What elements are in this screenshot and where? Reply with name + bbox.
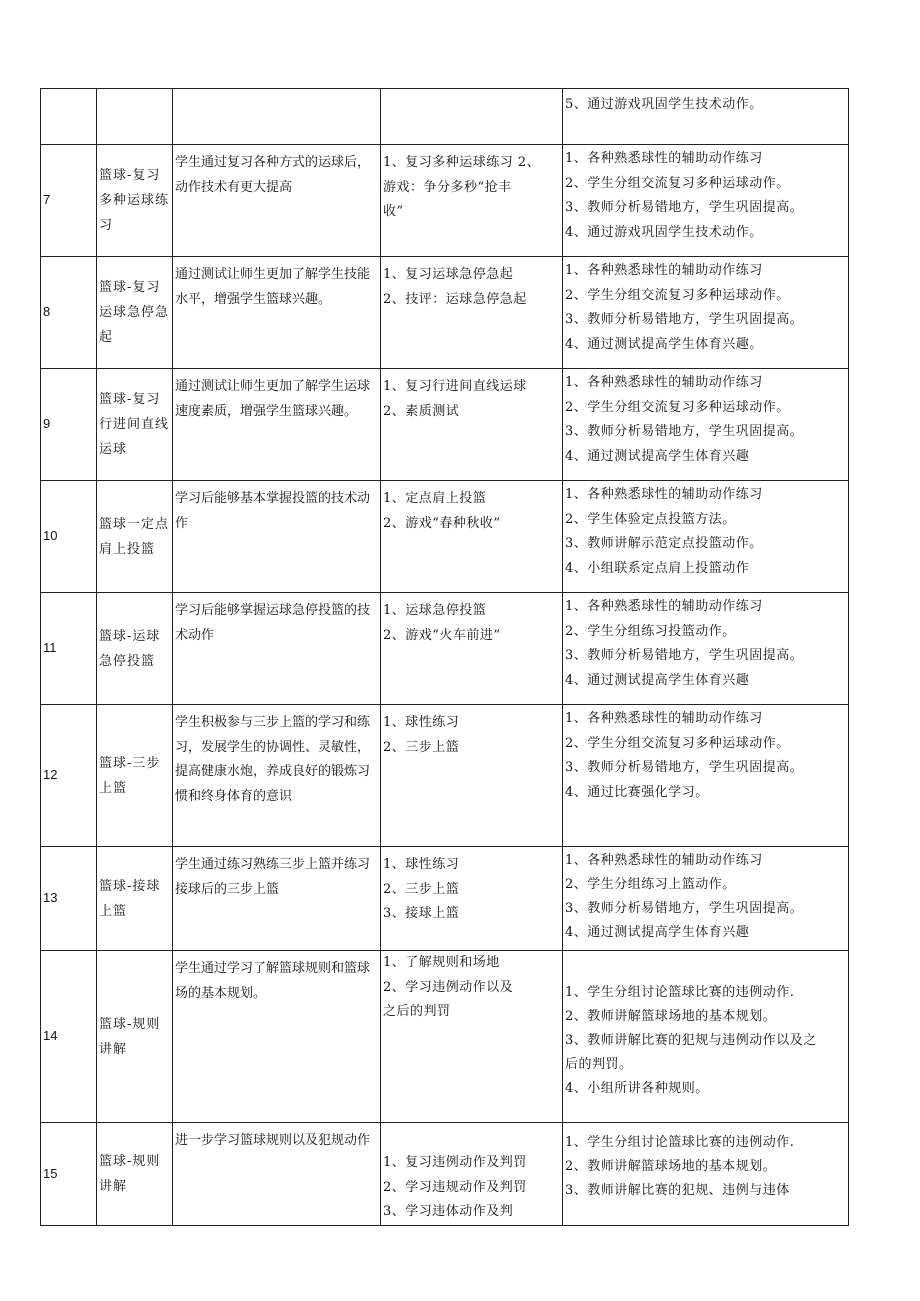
table-row	[41, 951, 849, 1123]
method-line: 4、通过测试提高学生体育兴趣	[565, 672, 750, 688]
lesson-method	[563, 705, 849, 847]
lesson-content	[381, 705, 563, 847]
method-line: 3、教师分析易错地方，学生巩固提高。	[565, 200, 804, 215]
content-line: 1、运球急停投篮	[383, 603, 487, 618]
lesson-title: 篮球-规则讲解	[99, 1016, 161, 1057]
lesson-number: 14	[41, 951, 97, 1123]
content-line: 1、复习多种运球练习 2、	[383, 155, 541, 170]
method-line: 3、教师分析易错地方，学生巩固提高。	[565, 901, 804, 916]
content-line: 2、游戏“春种秋收”	[383, 515, 501, 531]
content-line: 1、球性练习	[383, 857, 460, 872]
method-line: 2、学生体验定点投篮方法。	[565, 511, 736, 527]
method-line: 2、学生分组交流复习多种运球动作。	[565, 175, 790, 191]
content-line: 3、接球上篮	[383, 906, 460, 921]
table-row	[41, 481, 849, 593]
method-line: 2、学生分组交流复习多种运球动作。	[565, 287, 790, 303]
lesson-content	[381, 89, 563, 145]
method-line: 4、通过游戏巩固学生技术动作。	[565, 224, 763, 240]
lesson-title: 篮球-规则讲解	[99, 1154, 161, 1194]
lesson-goal: 通过测试让师生更加了解学生运球速度素质，增强学生篮球兴趣。	[175, 379, 371, 419]
table-row	[41, 257, 849, 369]
lesson-content	[381, 369, 563, 481]
content-line: 1、复习违例动作及判罚	[383, 1155, 527, 1170]
lesson-title: 篮球-复习运球急停急起	[99, 280, 170, 345]
method-line: 1、各种熟悉球性的辅助动作练习	[565, 599, 763, 614]
method-line: 4、通过测试提高学生体育兴趣	[565, 925, 750, 940]
lesson-title: 篮球-复习多种运球练习	[99, 168, 170, 233]
table-row	[41, 593, 849, 705]
method-line: 1、各种熟悉球性的辅助动作练习	[565, 263, 763, 278]
method-line: 3、教师分析易错地方，学生巩固提高。	[565, 424, 804, 439]
lesson-content	[381, 145, 563, 257]
lesson-number: 12	[41, 705, 97, 847]
lesson-method	[563, 847, 849, 951]
method-line: 1、各种熟悉球性的辅助动作练习	[565, 375, 763, 390]
lesson-content	[381, 951, 563, 1123]
table-row	[41, 369, 849, 481]
table-row	[41, 847, 849, 951]
method-line: 3、教师分析易错地方，学生巩固提高。	[565, 760, 804, 775]
content-line: 1、复习运球急停急起	[383, 267, 514, 282]
method-line: 2、学生分组练习上篮动作。	[565, 877, 736, 892]
lesson-content	[381, 847, 563, 951]
lesson-number: 8	[41, 257, 97, 369]
method-line: 1、各种熟悉球性的辅助动作练习	[565, 487, 763, 502]
table-row	[41, 1123, 849, 1226]
content-line: 2、学习违规动作及判罚	[383, 1179, 527, 1195]
lesson-number: 15	[41, 1123, 97, 1226]
content-line: 3、学习违体动作及判	[383, 1204, 514, 1219]
lesson-content	[381, 593, 563, 705]
method-line: 2、学生分组交流复习多种运球动作。	[565, 735, 790, 751]
lesson-number	[41, 89, 97, 145]
content-line: 2、素质测试	[383, 403, 460, 419]
method-line: 4、小组联系定点肩上投篮动作	[565, 560, 750, 576]
lesson-title: 篮球-运球急停投篮	[99, 628, 161, 669]
lesson-plan-table	[40, 88, 849, 1226]
lesson-method	[563, 89, 849, 145]
table-row	[41, 705, 849, 847]
content-line: 2、技评：运球急停急起	[383, 291, 527, 307]
lesson-content	[381, 1123, 563, 1226]
lesson-method	[563, 1123, 849, 1226]
method-line: 1、各种熟悉球性的辅助动作练习	[565, 853, 763, 868]
lesson-goal: 学习后能够掌握运球急停投篮的技术动作	[175, 603, 371, 643]
content-line: 2、三步上篮	[383, 881, 460, 897]
lesson-title: 篮球-接球上篮	[99, 878, 161, 919]
method-line: 1、学生分组讨论篮球比赛的违例动作.	[565, 985, 795, 1000]
lesson-method	[563, 145, 849, 257]
lesson-number: 10	[41, 481, 97, 593]
method-line: 1、各种熟悉球性的辅助动作练习	[565, 711, 763, 726]
content-line: 游戏：争分多秒“抢丰	[383, 179, 512, 195]
lesson-title: 篮球一定点肩上投篮	[99, 516, 170, 557]
table-row	[41, 145, 849, 257]
lesson-method	[563, 257, 849, 369]
lesson-number: 9	[41, 369, 97, 481]
method-line: 3、教师讲解示范定点投篮动作。	[565, 536, 763, 551]
method-line: 2、学生分组交流复习多种运球动作。	[565, 399, 790, 415]
content-line: 收”	[383, 204, 404, 219]
lesson-goal: 通过测试让师生更加了解学生技能水平，增强学生篮球兴趣。	[175, 267, 371, 307]
method-line: 4、小组所讲各种规则。	[565, 1081, 709, 1096]
lesson-goal: 学生通过复习各种方式的运球后，动作技术有更大提高	[175, 155, 371, 195]
table-row	[41, 89, 849, 145]
lesson-content	[381, 257, 563, 369]
method-line: 2、教师讲解篮球场地的基本规划。	[565, 1009, 777, 1024]
lesson-method	[563, 951, 849, 1123]
lesson-goal	[173, 89, 381, 145]
lesson-title: 篮球-三步上篮	[99, 755, 161, 796]
method-line: 3、教师分析易错地方，学生巩固提高。	[565, 312, 804, 327]
method-line: 2、学生分组练习投篮动作。	[565, 623, 736, 639]
content-line: 1、球性练习	[383, 715, 460, 730]
lesson-content	[381, 481, 563, 593]
method-line: 3、教师分析易错地方，学生巩固提高。	[565, 648, 804, 663]
lesson-goal: 学习后能够基本掌握投篮的技术动作	[175, 491, 371, 531]
method-line: 3、教师讲解比赛的犯规、违例与违体	[565, 1183, 790, 1198]
content-line: 1、了解规则和场地	[383, 955, 500, 970]
method-line: 后的判罚。	[565, 1057, 633, 1072]
method-line: 1、学生分组讨论篮球比赛的违例动作.	[565, 1135, 795, 1150]
lesson-method	[563, 369, 849, 481]
content-line: 1、复习行进间直线运球	[383, 379, 527, 394]
content-line: 1、定点肩上投篮	[383, 491, 487, 506]
method-line: 5、通过游戏巩固学生技术动作。	[565, 97, 763, 112]
lesson-title	[97, 89, 173, 145]
method-line: 4、通过测试提高学生体育兴趣。	[565, 336, 763, 352]
lesson-goal: 学生通过练习熟练三步上篮并练习接球后的三步上篮	[175, 857, 371, 897]
content-line: 2、游戏“火车前进”	[383, 627, 501, 643]
method-line: 3、教师讲解比赛的犯规与违例动作以及之	[565, 1033, 817, 1048]
lesson-method	[563, 593, 849, 705]
lesson-goal: 学生通过学习了解篮球规则和篮球场的基本规划。	[175, 961, 371, 1001]
method-line: 1、各种熟悉球性的辅助动作练习	[565, 151, 763, 166]
lesson-number: 7	[41, 145, 97, 257]
lesson-method	[563, 481, 849, 593]
lesson-title: 篮球-复习行进间直线运球	[99, 392, 170, 457]
content-line: 2、三步上篮	[383, 739, 460, 755]
content-line: 之后的判罚	[383, 1004, 451, 1019]
lesson-number: 11	[41, 593, 97, 705]
method-line: 2、教师讲解篮球场地的基本规划。	[565, 1159, 777, 1174]
method-line: 4、通过比赛强化学习。	[565, 784, 709, 800]
content-line: 2、学习违例动作以及	[383, 979, 514, 995]
lesson-goal: 学生积极参与三步上篮的学习和练习，发展学生的协调性、灵敏性，提高健康水炮，养成良好的锻炼习惯和终身体育的意识	[175, 715, 371, 804]
lesson-goal: 进一步学习篮球规则以及犯规动作	[175, 1133, 371, 1148]
method-line: 4、通过测试提高学生体育兴趣	[565, 448, 750, 464]
lesson-number: 13	[41, 847, 97, 951]
